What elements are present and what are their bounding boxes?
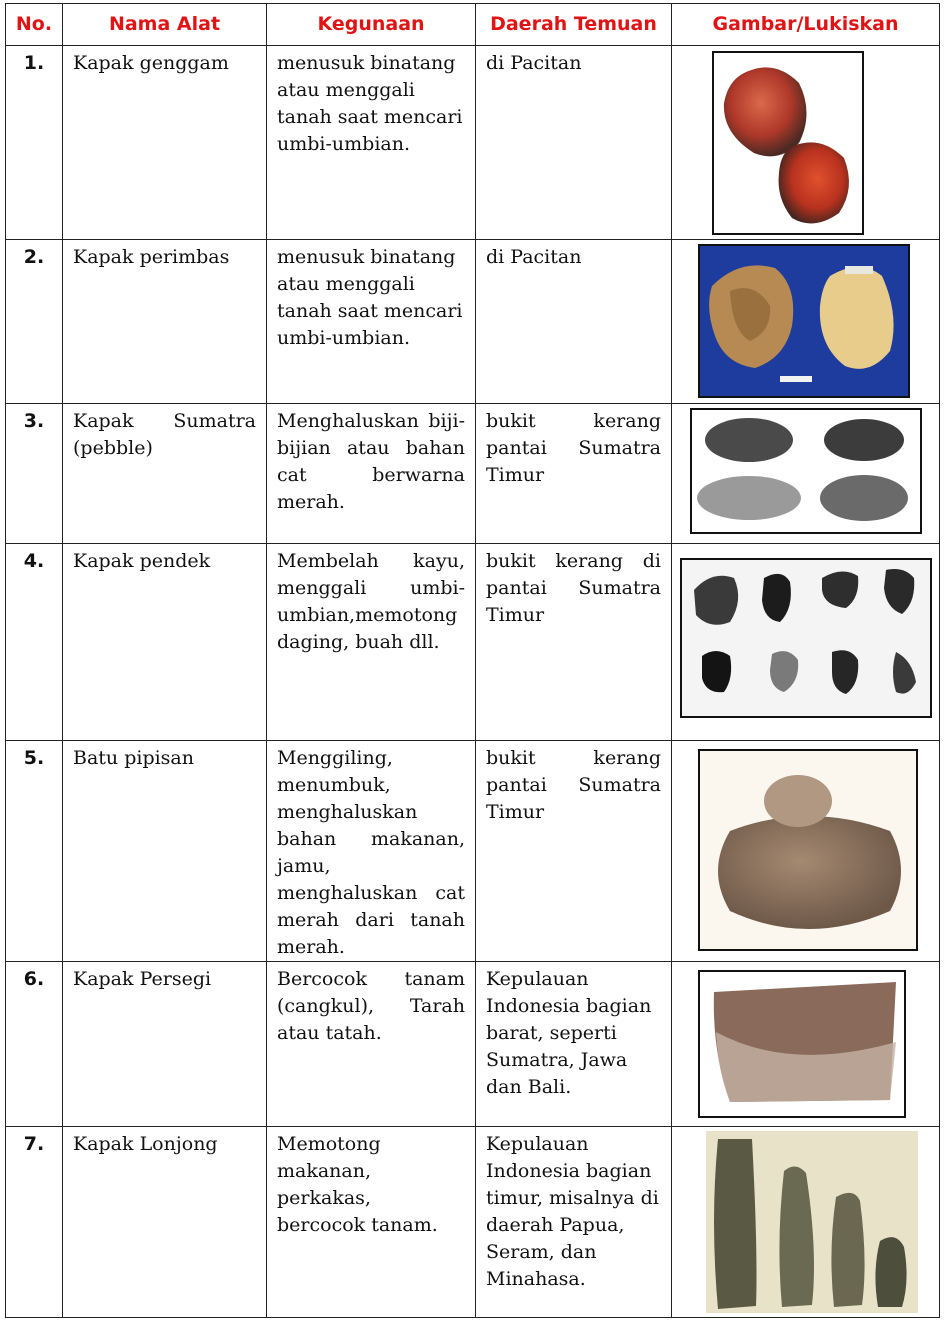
tool-name: Kapak genggam — [63, 46, 267, 240]
row-number: 3. — [6, 404, 63, 544]
table-row — [6, 1127, 940, 1318]
row-number: 4. — [6, 544, 63, 741]
tool-name: Kapak Sumatra (pebble) — [63, 404, 267, 544]
find-location: di Pacitan — [476, 240, 672, 404]
hand-axe-photo — [712, 51, 864, 235]
find-location: bukit kerang di pantai Sumatra Timur — [476, 544, 672, 741]
tool-name: Kapak perimbas — [63, 240, 267, 404]
table-row — [6, 544, 940, 741]
tool-image-cell — [672, 962, 940, 1127]
table-row — [6, 404, 940, 544]
tool-image-cell — [672, 240, 940, 404]
tool-name: Kapak Lonjong — [63, 1127, 267, 1318]
find-location: di Pacitan — [476, 46, 672, 240]
header-row — [6, 4, 940, 46]
table-row — [6, 240, 940, 404]
tool-use: Menghaluskan biji-bijian atau bahan cat berwarna merah. — [267, 404, 476, 544]
tool-use: Bercocok tanam (cangkul), Tarah atau tatah. — [267, 962, 476, 1127]
tool-use: Memotong makanan, perkakas, bercocok tanam. — [267, 1127, 476, 1318]
pebble-axe-photo — [690, 408, 922, 534]
row-number: 6. — [6, 962, 63, 1127]
find-location: Kepulauan Indonesia bagian timur, misalnya di daerah Papua, Seram, dan Minahasa. — [476, 1127, 672, 1318]
find-location: bukit kerang pantai Sumatra Timur — [476, 404, 672, 544]
oval-axe-photo — [706, 1131, 918, 1313]
table-row — [6, 46, 940, 240]
header-gambar: Gambar/Lukiskan — [672, 4, 940, 46]
tool-use: menusuk binatang atau menggali tanah saat mencari umbi-umbian. — [267, 240, 476, 404]
row-number: 2. — [6, 240, 63, 404]
tool-use: Membelah kayu, menggali umbi-umbian,memotong daging, buah dll. — [267, 544, 476, 741]
short-axe-photo — [680, 558, 932, 718]
table-row — [6, 741, 940, 962]
grinding-stone-photo — [698, 749, 918, 951]
tool-name: Kapak pendek — [63, 544, 267, 741]
header-kegunaan: Kegunaan — [267, 4, 476, 46]
tool-image-cell — [672, 544, 940, 741]
tool-image-cell — [672, 404, 940, 544]
header-daerah-temuan: Daerah Temuan — [476, 4, 672, 46]
row-number: 5. — [6, 741, 63, 962]
row-number: 7. — [6, 1127, 63, 1318]
find-location: bukit kerang pantai Sumatra Timur — [476, 741, 672, 962]
table-row — [6, 962, 940, 1127]
tool-use: Menggiling, menumbuk, menghaluskan bahan makanan, jamu, menghaluskan cat merah dari tanah merah. — [267, 741, 476, 962]
header-nama-alat: Nama Alat — [63, 4, 267, 46]
row-number: 1. — [6, 46, 63, 240]
tool-image-cell — [672, 741, 940, 962]
tool-image-cell — [672, 46, 940, 240]
tool-use: menusuk binatang atau menggali tanah saat mencari umbi-umbian. — [267, 46, 476, 240]
rectangular-axe-photo — [698, 970, 906, 1118]
tool-name: Kapak Persegi — [63, 962, 267, 1127]
tool-name: Batu pipisan — [63, 741, 267, 962]
chopper-photo — [698, 244, 910, 398]
header-no: No. — [6, 4, 63, 46]
find-location: Kepulauan Indonesia bagian barat, seperti Sumatra, Jawa dan Bali. — [476, 962, 672, 1127]
artifact-table — [5, 3, 940, 1318]
tool-image-cell — [672, 1127, 940, 1318]
